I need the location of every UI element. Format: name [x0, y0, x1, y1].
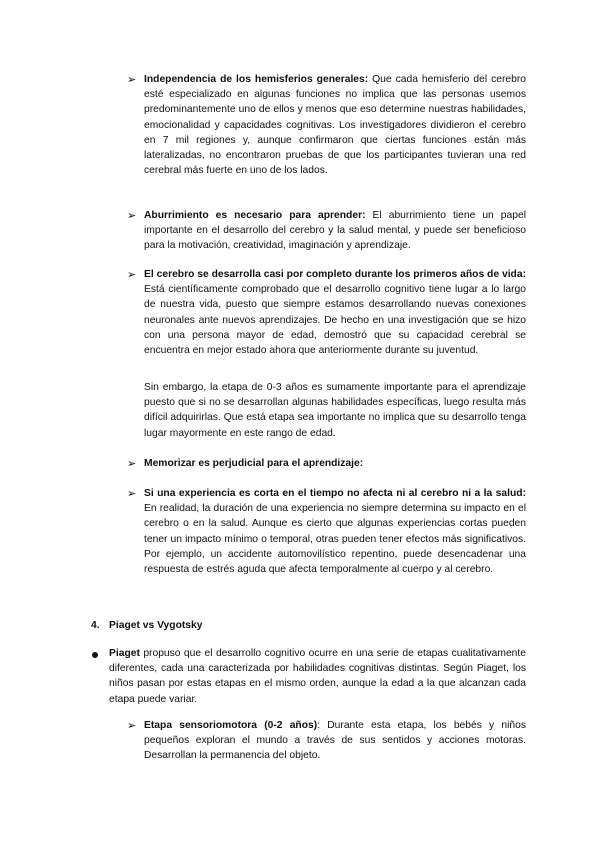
arrow-bullet-icon: ➢ — [127, 268, 137, 281]
section-title: Piaget vs Vygotsky — [109, 620, 203, 631]
stage-text: Durante esta etapa, los bebés y niños pequeños exploran el mundo a través de sus sentidos y acciones motoras. Desarrollan la permanencia del objeto. — [144, 720, 526, 762]
item-title: Independencia de los hemisferios generales: — [144, 74, 369, 85]
item-text: Que cada hemisferio del cerebro esté especializado en algunas funciones no implica que las personas usemos predominantemente uno de ellos y menos que eso determine nuestras habilidades, emocionalidad y capacidades cognitivas. Los investigadores dividieron el cerebro en 7 mil regiones y, aunque confirmaron que ciertas funciones están más lateralizadas, no encontraron pruebas de que los participantes tuvieran una red cerebral más fuerte en uno de los lados. — [144, 74, 526, 177]
stage-item — [144, 718, 526, 764]
arrow-bullet-icon: ➢ — [127, 457, 137, 470]
bullet-dot-icon — [92, 652, 98, 658]
piaget-text: propuso que el desarrollo cognitivo ocurre en una serie de etapas cualitativamente diferentes, cada una caracterizada por habilidades cognitivas distintas. Según Piaget, los niños pasan por estas etapas en el mismo orden, aunque la edad a la que alcanzan cada etapa puede variar. — [109, 648, 526, 705]
item-text: El aburrimiento tiene un papel importante en el desarrollo del cerebro y la salud mental, y puede ser beneficioso para la motivación, creatividad, imaginación y aprendizaje. — [144, 210, 526, 252]
arrow-bullet-icon: ➢ — [127, 73, 137, 86]
item-title: Si una experiencia es corta en el tiempo no afecta ni al cerebro ni a la salud: — [144, 488, 526, 499]
arrow-bullet-icon: ➢ — [127, 719, 137, 732]
list-item — [144, 456, 526, 471]
item-text: En realidad, la duración de una experiencia no siempre determina su impacto en el cerebro o en la salud. Aunque es cierto que algunas experiencias cortas pueden tener un impacto mínimo o temporal, otras pueden tener efectos más significativos. Por ejemplo, un accidente automovilístico repentino, puede desencadenar una respuesta de estrés aguda que afecta temporalmente al cuerpo y al cerebro. — [144, 503, 526, 576]
item-continuation-paragraph: Sin embargo, la etapa de 0-3 años es sumamente importante para el aprendizaje puesto que si no se desarrollan algunas habilidades específicas, luego resulta más difícil adquirirlas. Que está etapa sea importante no implica que su desarrollo tenga lugar mayormente en este rango de edad. — [144, 382, 526, 439]
arrow-bullet-icon: ➢ — [127, 209, 137, 222]
arrow-bullet-icon: ➢ — [127, 487, 137, 500]
list-item — [144, 267, 526, 358]
item-title: Aburrimiento es necesario para aprender: — [144, 210, 366, 221]
item-title: El cerebro se desarrolla casi por completo durante los primeros años de vida: — [144, 269, 526, 280]
list-item — [144, 486, 526, 577]
item-text: Está científicamente comprobado que el desarrollo cognitivo tiene lugar a lo largo de nuestra vida, puesto que siempre estamos desarrollando nuevas conexiones neuronales ante nuevos aprendizajes. De hecho en una investigación que se hizo con una persona mayor de edad, demostró que su capacidad cerebral se encuentra en mejor estado ahora que anteriormente durante su juventud. — [144, 284, 526, 357]
stage-colon: : — [317, 720, 321, 731]
piaget-paragraph — [109, 646, 526, 707]
list-item — [144, 208, 526, 254]
section-number: 4. — [91, 620, 100, 631]
stage-title: Etapa sensoriomotora (0-2 años) — [144, 720, 318, 731]
item-title: Memorizar es perjudicial para el aprendizaje: — [144, 458, 364, 469]
piaget-name: Piaget — [109, 648, 140, 659]
list-item — [144, 72, 526, 178]
